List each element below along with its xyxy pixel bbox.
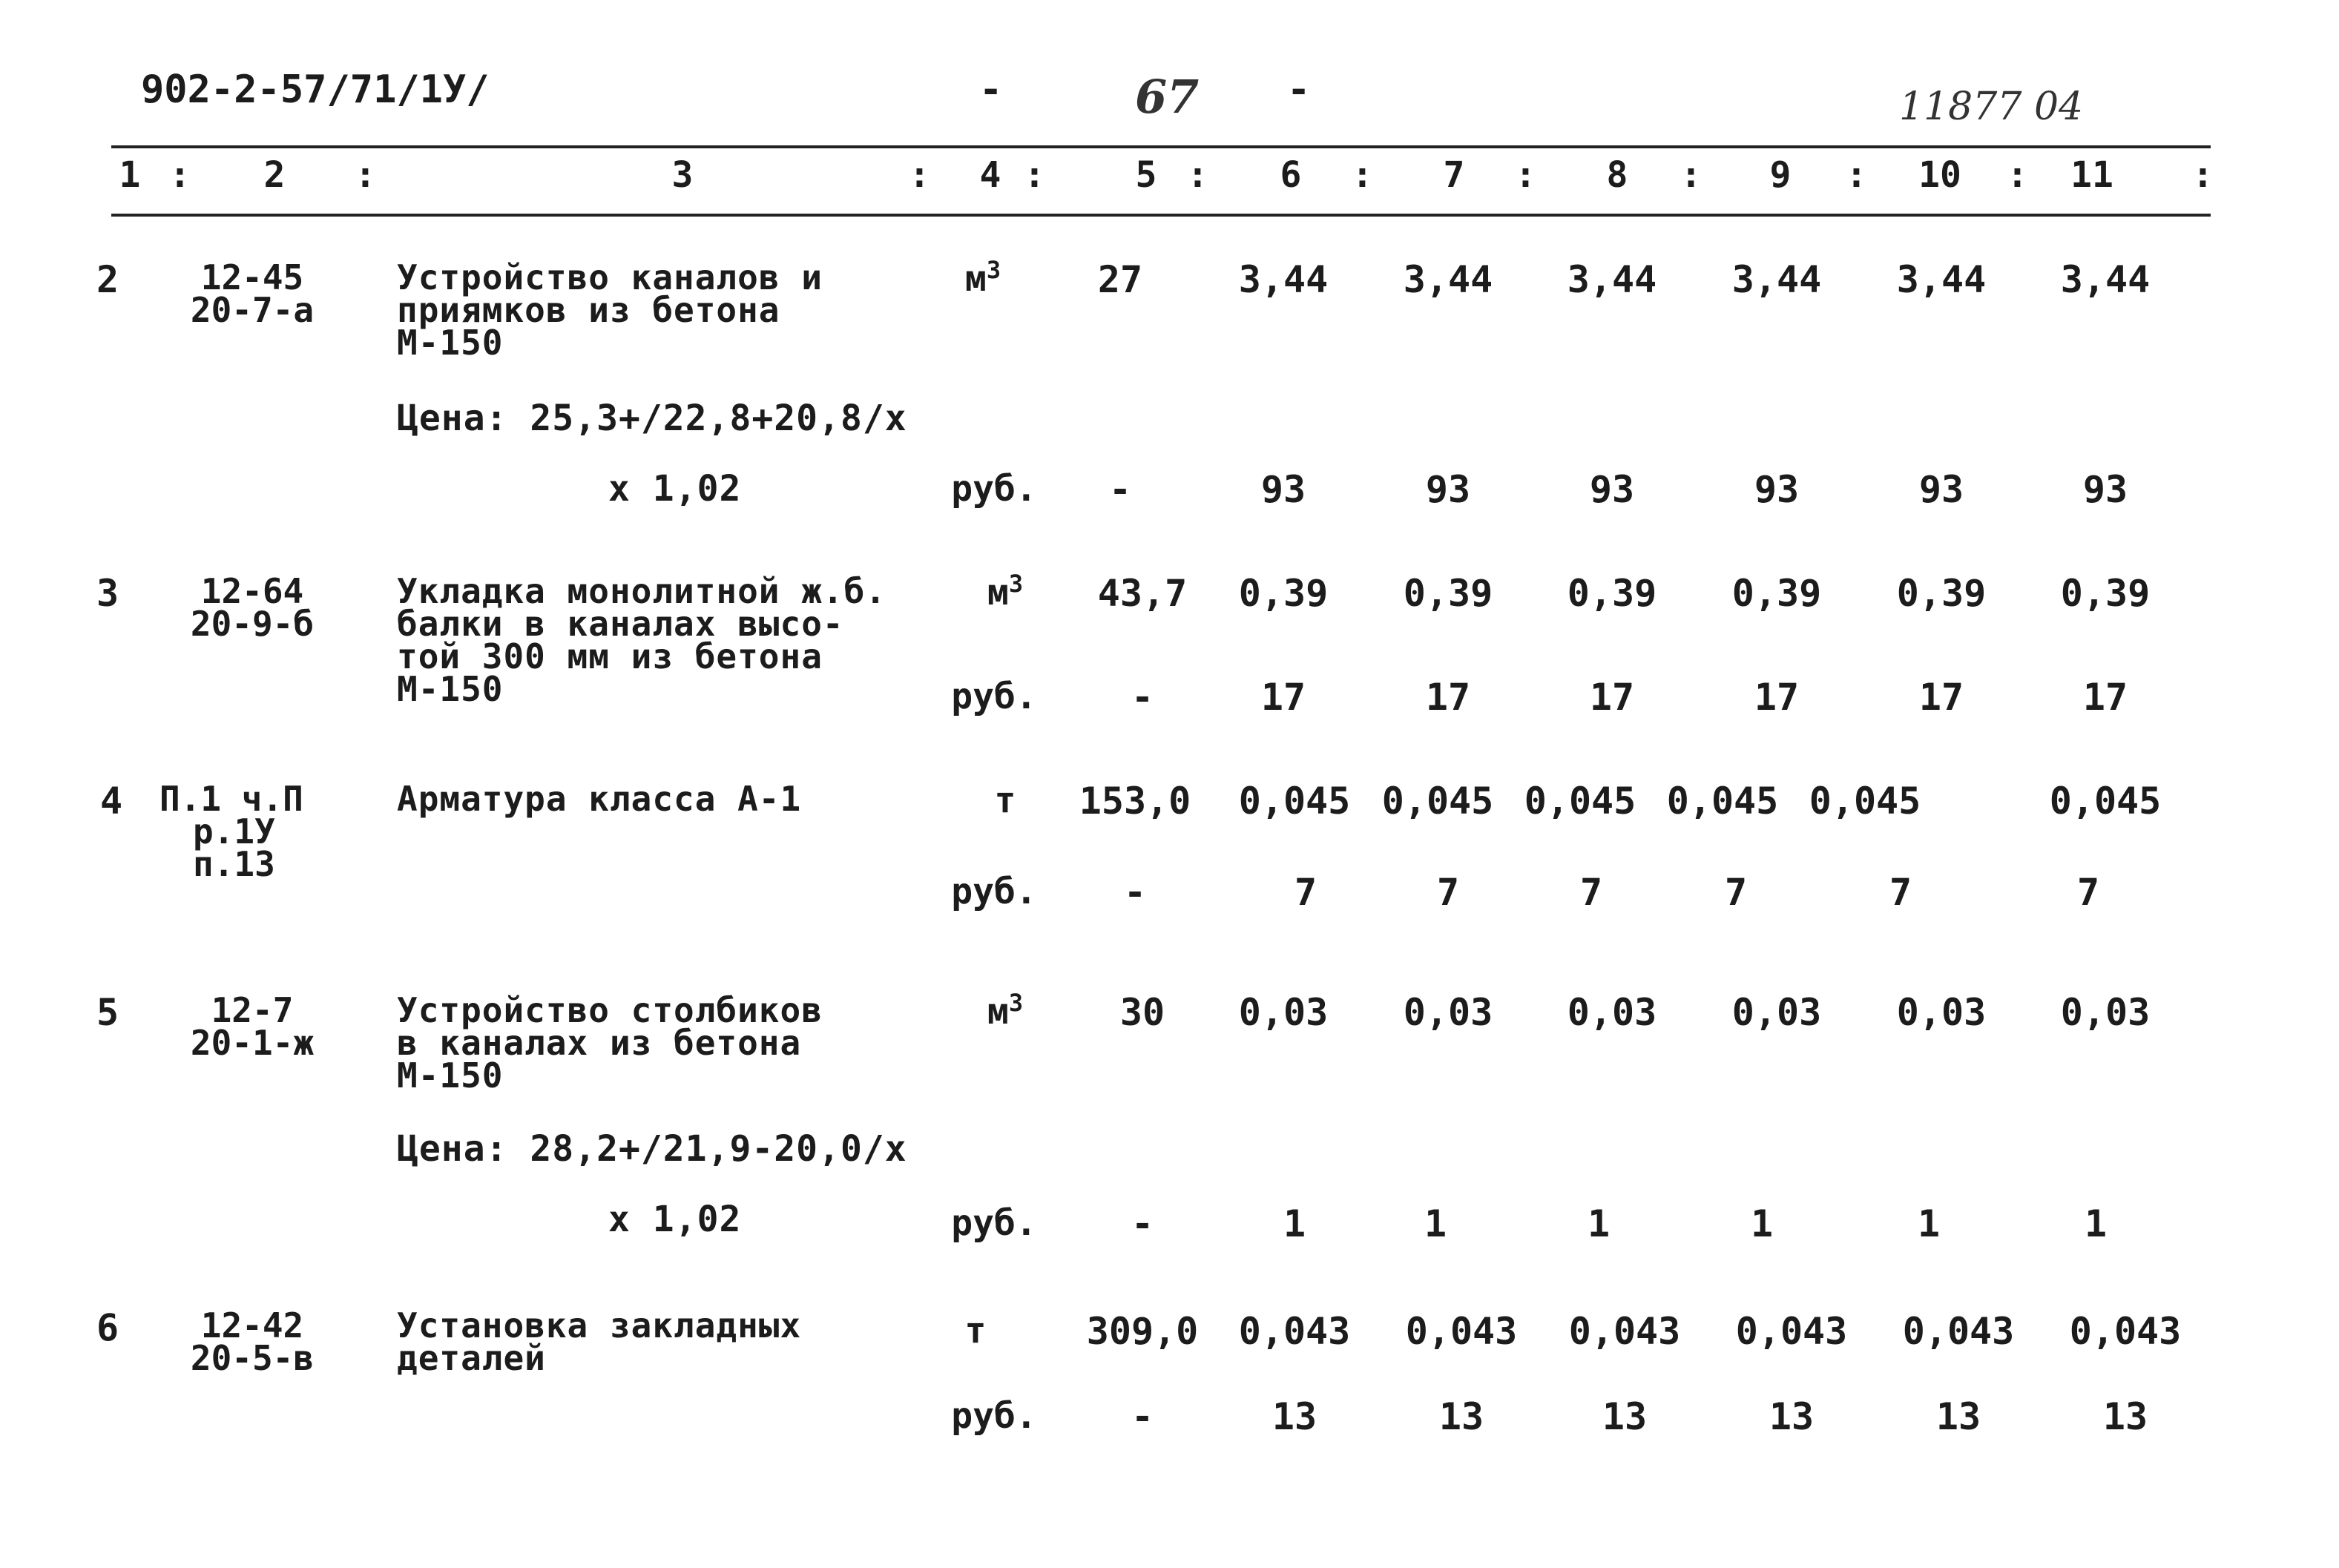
column-header-11: 11 [2070,154,2113,196]
value-cell: 3,44 [1238,258,1329,301]
quantity-cell: 30 [1119,991,1165,1034]
column-header-5: 5 [1135,154,1157,196]
cost-cell: 93 [1260,468,1306,511]
norm-code [159,779,345,884]
value-cell: 0,043 [1405,1310,1518,1353]
page-number: 67 [1135,70,1200,124]
norm-code-line: 20-5-в [190,1338,315,1378]
cost-cell: 13 [1935,1395,1981,1438]
row-number: 5 [96,991,119,1034]
value-cell: 0,043 [1568,1310,1681,1353]
document-code: 902-2-57/71/1У/ [141,67,490,112]
row-number: 3 [96,572,119,615]
norm-code-line: 20-9-б [190,604,315,644]
norm-code-line: 12-42 [200,1305,304,1345]
norm-code-line: п.13 [193,844,275,884]
norm-code [171,990,334,1063]
work-description [397,1305,802,1378]
unit-main: м [987,991,1009,1032]
column-separator: : [909,154,930,196]
value-cell: 3,44 [1567,258,1657,301]
cost-cell: 93 [1918,468,1964,511]
column-separator: : [1846,154,1867,196]
description-line: Арматура класса А-1 [397,779,802,819]
column-separator: : [1024,154,1045,196]
norm-code [171,1305,334,1378]
cost-cell: 17 [1918,676,1964,719]
value-cell: 3,44 [1403,258,1493,301]
cost-cell: 13 [1438,1395,1484,1438]
value-cell: 0,045 [1524,780,1636,823]
description-line: М-150 [397,1055,504,1096]
unit-superscript: 3 [1008,570,1024,598]
description-line: в каналах из бетона [397,1023,802,1063]
value-cell: 0,043 [2069,1310,2182,1353]
cost-cell: 17 [1589,676,1635,719]
column-separator: : [355,154,376,196]
price-formula: Цена: 28,2+/21,9-20,0/х [397,1128,907,1170]
cost-quantity: - [1123,871,1147,914]
column-separator: : [1515,154,1536,196]
norm-code-line: 12-45 [200,257,304,297]
column-header-8: 8 [1606,154,1628,196]
column-header-9: 9 [1769,154,1792,196]
column-header-3: 3 [671,154,694,196]
value-cell: 3,44 [2060,258,2151,301]
column-separator: : [1680,154,1702,196]
work-description [397,990,823,1096]
cost-cell: 93 [1425,468,1471,511]
value-cell: 3,44 [1731,258,1822,301]
cost-quantity: - [1131,1202,1154,1245]
work-description [397,571,886,709]
column-header-10: 10 [1918,154,1961,196]
header-top-rule [111,145,2211,148]
description-line: приямков из бетона [397,290,780,330]
cost-cell: 7 [1889,871,1912,914]
value-cell: 0,39 [1238,572,1329,615]
quantity-cell: 309,0 [1086,1310,1199,1353]
value-cell: 0,03 [2060,991,2151,1034]
value-cell: 0,39 [1896,572,1987,615]
value-cell: 0,045 [1238,780,1351,823]
cost-cell: 1 [2084,1202,2108,1245]
cost-cell: 17 [2082,676,2128,719]
norm-code [171,571,334,644]
cost-cell: 1 [1587,1202,1611,1245]
unit-superscript: 3 [986,256,1001,284]
column-header-7: 7 [1443,154,1465,196]
price-multiplier: х 1,02 [608,468,742,510]
value-cell: 0,045 [1666,780,1779,823]
column-header-2: 2 [263,154,286,196]
value-cell: 0,043 [1902,1310,2015,1353]
cost-unit: руб. [951,1202,1037,1244]
description-line: М-150 [397,669,504,709]
unit-cell: т [964,1310,987,1351]
column-separator: : [1187,154,1208,196]
cost-cell: 17 [1754,676,1800,719]
cost-cell: 93 [1754,468,1800,511]
inventory-number: 11877 04 [1899,85,2084,129]
cost-cell: 7 [1436,871,1460,914]
cost-cell: 13 [1602,1395,1648,1438]
description-line: Устройство столбиков [397,990,823,1030]
column-header-4: 4 [979,154,1001,196]
cost-cell: 7 [1579,871,1603,914]
description-line: Укладка монолитной ж.б. [397,571,886,611]
value-cell: 0,03 [1567,991,1657,1034]
unit-main: м [964,258,987,300]
norm-code-line: р.1У [193,811,275,851]
cost-cell: 1 [1750,1202,1774,1245]
value-cell: 0,045 [2049,780,2162,823]
cost-quantity: - [1131,1395,1154,1438]
cost-unit: руб. [951,676,1037,717]
value-cell: 0,045 [1381,780,1494,823]
value-cell: 0,39 [1731,572,1822,615]
cost-cell: 1 [1424,1202,1447,1245]
price-formula: Цена: 25,3+/22,8+20,8/х [397,398,907,439]
column-header-1: 1 [119,154,141,196]
row-number: 2 [96,258,119,301]
column-separator: : [2007,154,2028,196]
norm-code [171,257,334,330]
column-separator: : [2192,154,2214,196]
cost-unit: руб. [951,468,1037,510]
unit-cell [964,570,1046,613]
column-separator: : [169,154,191,196]
cost-quantity: - [1131,676,1154,719]
column-separator: : [1352,154,1373,196]
value-cell: 0,39 [2060,572,2151,615]
value-cell: 0,045 [1809,780,1921,823]
column-header-6: 6 [1280,154,1302,196]
norm-code-line: 12-7 [211,990,294,1030]
price-multiplier: х 1,02 [608,1199,742,1240]
cost-cell: 93 [2082,468,2128,511]
value-cell: 3,44 [1896,258,1987,301]
quantity-cell: 153,0 [1079,780,1191,823]
value-cell: 0,043 [1735,1310,1848,1353]
description-line: деталей [397,1338,546,1378]
quantity-cell: 27 [1097,258,1143,301]
unit-cell [964,989,1046,1032]
description-line: балки в каналах высо- [397,604,844,644]
unit-cell: т [994,780,1016,821]
description-line: Установка закладных [397,1305,802,1345]
value-cell: 0,03 [1238,991,1329,1034]
norm-code-line: 20-1-ж [190,1023,315,1063]
cost-quantity: - [1108,468,1132,511]
work-description [397,257,823,363]
cost-cell: 1 [1283,1202,1306,1245]
norm-code-line: 20-7-а [190,290,315,330]
cost-cell: 13 [1769,1395,1815,1438]
description-line: М-150 [397,323,504,363]
cost-unit: руб. [951,1395,1037,1437]
cost-cell: 7 [1724,871,1748,914]
description-line: той 300 мм из бетона [397,636,823,676]
norm-code-line: П.1 ч.П [159,779,303,819]
value-cell: 0,03 [1896,991,1987,1034]
page-dash-right: - [1287,67,1311,112]
unit-main: м [987,572,1009,613]
value-cell: 0,39 [1403,572,1493,615]
row-number: 6 [96,1306,119,1349]
cost-cell: 17 [1260,676,1306,719]
norm-code-line: 12-64 [200,571,304,611]
cost-cell: 13 [1272,1395,1317,1438]
row-number: 4 [99,780,123,823]
unit-superscript: 3 [1008,989,1024,1017]
unit-cell [942,256,1024,300]
header-bottom-rule [111,214,2211,217]
cost-cell: 1 [1917,1202,1941,1245]
value-cell: 0,03 [1403,991,1493,1034]
cost-unit: руб. [951,871,1037,912]
cost-cell: 17 [1425,676,1471,719]
work-description [397,779,802,819]
cost-cell: 13 [2102,1395,2148,1438]
cost-cell: 7 [1294,871,1317,914]
page-dash-left: - [979,67,1003,112]
description-line: Устройство каналов и [397,257,823,297]
quantity-cell: 43,7 [1097,572,1188,615]
cost-cell: 93 [1589,468,1635,511]
value-cell: 0,03 [1731,991,1822,1034]
value-cell: 0,39 [1567,572,1657,615]
value-cell: 0,043 [1238,1310,1351,1353]
cost-cell: 7 [2076,871,2100,914]
